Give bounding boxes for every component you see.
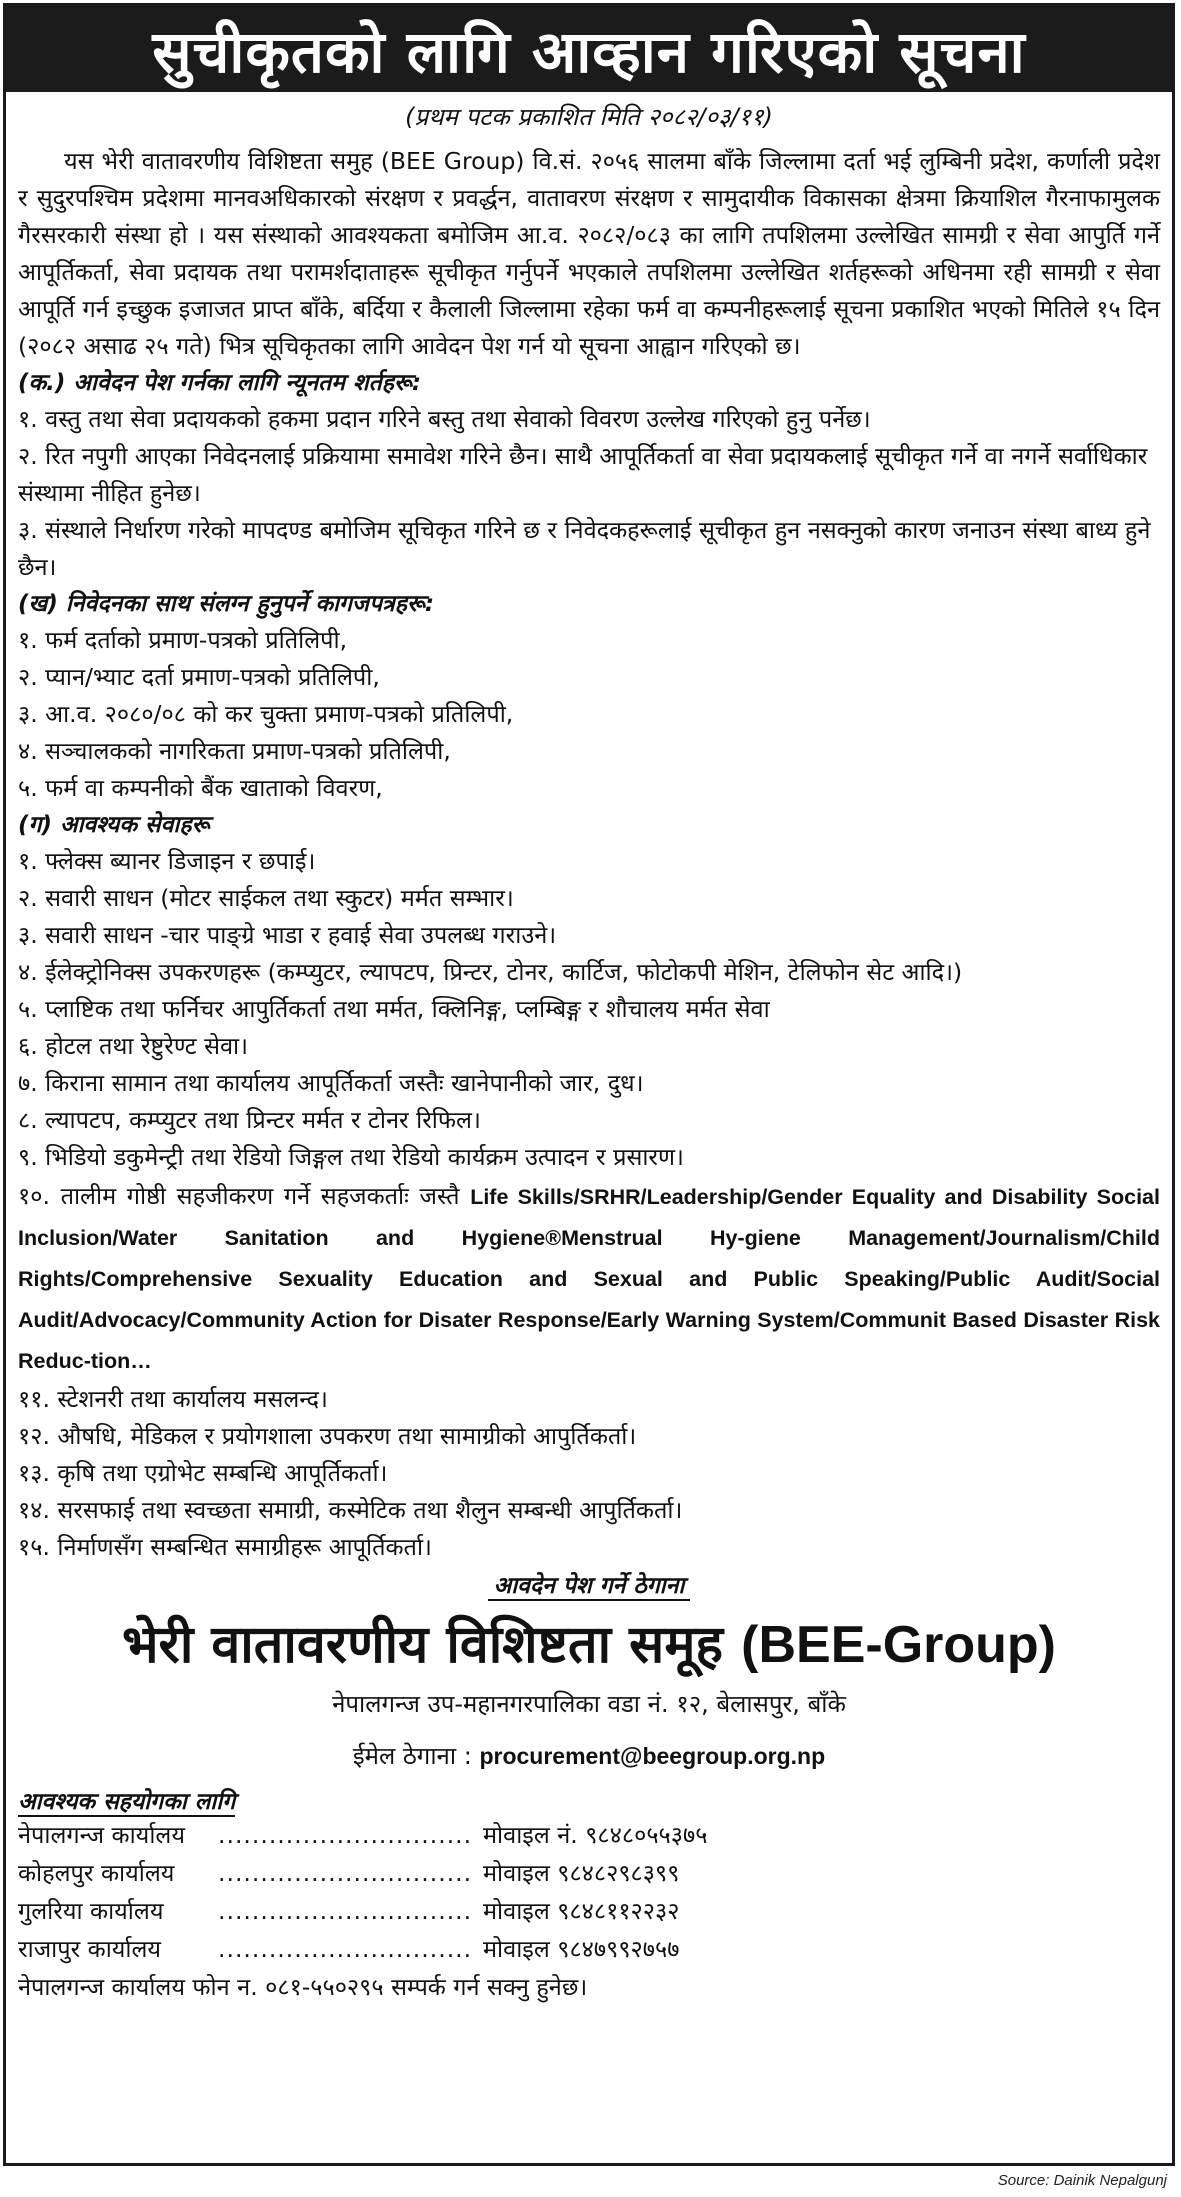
list-item: १. फ्लेक्स ब्यानर डिजाइन र छपाई। xyxy=(18,847,316,875)
training-topics: Life Skills/SRHR/Leadership/Gender Equality and Disability Social Inclusion/Water Sanitation and Hygiene®Menstrual Hy-giene Management/Journalism/Child Rights/Comprehensive Sexuality Education and Sexual and Public Speaking/Public Audit/Social Audit/Advocacy/Community Action for Disater Response/Early Warning System/Communit Based Disaster Risk Reduc-tion… xyxy=(18,1185,1160,1373)
list-item: १५. निर्माणसँग सम्बन्धित समाग्रीहरू आपूर्तिकर्ता। xyxy=(18,1533,432,1561)
address-heading xyxy=(18,1568,1160,1600)
leader-dots: .............................. xyxy=(218,1821,473,1849)
office-name: राजापुर कार्यालय xyxy=(18,1935,162,1963)
notice-frame xyxy=(3,3,1175,2166)
notice-title: सुचीकृतको लागि आव्हान गरिएको सूचना xyxy=(6,6,1172,92)
office-row xyxy=(18,1854,1160,1892)
section-kha-heading: (ख) निवेदनका साथ संलग्न हुनुपर्ने कागजपत्रहरू: xyxy=(18,591,435,617)
list-item: १. फर्म दर्ताको प्रमाण-पत्रको प्रतिलिपी, xyxy=(18,626,348,654)
support-heading-text: आवश्यक सहयोगका लागि xyxy=(18,1789,236,1815)
section-ga-heading: (ग) आवश्यक सेवाहरू xyxy=(18,812,210,838)
closing-line: नेपालगन्ज कार्यालय फोन न. ०८१-५५०२९५ सम्पर्क गर्न सक्नु हुनेछ। xyxy=(18,1973,588,2001)
list-item: १२. औषधि, मेडिकल र प्रयोगशाला उपकरण तथा सामाग्रीको आपुर्तिकर्ता। xyxy=(18,1422,637,1450)
email-link[interactable]: procurement@beegroup.org.np xyxy=(479,1743,826,1769)
section-ka-heading: (क.) आवेदन पेश गर्नका लागि न्यूनतम शर्तहरू: xyxy=(18,370,422,396)
office-row xyxy=(18,1930,1160,1968)
org-name-english: (BEE-Group) xyxy=(741,1616,1056,1674)
office-row xyxy=(18,1892,1160,1930)
office-row xyxy=(18,1816,1160,1854)
support-heading xyxy=(18,1784,1160,1816)
notice-body xyxy=(6,133,1172,2006)
address-heading-text: आवदेन पेश गर्ने ठेगाना xyxy=(488,1573,691,1601)
organization-name xyxy=(18,1612,1160,1678)
list-item-training xyxy=(18,1176,1160,1381)
office-phone: मोवाइल नं. ९८४८०५५३७५ xyxy=(483,1821,708,1849)
list-item: ५. फर्म वा कम्पनीको बैंक खाताको विवरण, xyxy=(18,774,383,802)
leader-dots: .............................. xyxy=(218,1897,473,1925)
list-item: ४. ईलेक्ट्रोनिक्स उपकरणहरू (कम्प्युटर, ल्यापटप, प्रिन्टर, टोनर, कार्टिज, फोटोकपी मेशिन, टेलिफोन सेट आदि।) xyxy=(18,958,963,986)
list-item: ३. सवारी साधन -चार पाङ्ग्रे भाडा र हवाई सेवा उपलब्ध गराउने। xyxy=(18,921,557,949)
list-item: २. सवारी साधन (मोटर साईकल तथा स्कुटर) मर्मत सम्भार। xyxy=(18,884,514,912)
email-line xyxy=(18,1738,1160,1774)
list-item: २. रित नपुगी आएका निवेदनलाई प्रक्रियामा समावेश गरिने छैन। साथै आपूर्तिकर्ता वा सेवा प्रदायकलाई सूचीकृत गर्ने वा नगर्ने सर्वाधिकार संस्थामा नीहित हुनेछ। xyxy=(18,442,1148,507)
leader-dots: .............................. xyxy=(218,1935,473,1963)
list-item: १३. कृषि तथा एग्रोभेट सम्बन्धि आपूर्तिकर्ता। xyxy=(18,1459,388,1487)
organization-address: नेपालगन्ज उप-महानगरपालिका वडा नं. १२, बेलासपुर, बाँके xyxy=(332,1690,846,1718)
list-item: ५. प्लाष्टिक तथा फर्निचर आपुर्तिकर्ता तथा मर्मत, क्लिनिङ्ग, प्लम्बिङ्ग र शौचालय मर्मत सेवा xyxy=(18,995,770,1023)
source-credit: Source: Dainik Nepalgunj xyxy=(997,2172,1167,2189)
list-item: ८. ल्यापटप, कम्प्युटर तथा प्रिन्टर मर्मत र टोनर रिफिल। xyxy=(18,1106,481,1134)
list-item: १. वस्तु तथा सेवा प्रदायकको हकमा प्रदान गरिने बस्तु तथा सेवाको विवरण उल्लेख गरिएको हुनु पर्नेछ। xyxy=(18,405,871,433)
list-item: ३. आ.व. २०८०/०८ को कर चुक्ता प्रमाण-पत्रको प्रतिलिपी, xyxy=(18,700,514,728)
training-prefix: १०. तालीम गोष्ठी सहजीकरण गर्ने सहजकर्ताः जस्तै xyxy=(18,1182,460,1210)
list-item: ३. संस्थाले निर्धारण गरेको मापदण्ड बमोजिम सूचिकृत गरिने छ र निवेदकहरूलाई सूचीकृत हुन नसक्नुको कारण जनाउन संस्था बाध्य हुने छैन। xyxy=(18,516,1151,581)
list-item: ११. स्टेशनरी तथा कार्यालय मसलन्द। xyxy=(18,1385,328,1413)
list-item: ६. होटल तथा रेष्टुरेण्ट सेवा। xyxy=(18,1032,249,1060)
list-item: ४. सञ्चालकको नागरिकता प्रमाण-पत्रको प्रतिलिपी, xyxy=(18,737,451,765)
email-label: ईमेल ठेगाना : xyxy=(352,1742,472,1770)
office-phone: मोवाइल ९८४७९९२७५७ xyxy=(483,1935,680,1963)
office-name: गुलरिया कार्यालय xyxy=(18,1897,164,1925)
office-phone: मोवाइल ९८४८११२२३२ xyxy=(483,1897,680,1925)
office-name: कोहलपुर कार्यालय xyxy=(18,1859,175,1887)
intro-paragraph: यस भेरी वातावरणीय विशिष्टता समुह (BEE Group) वि.सं. २०५६ सालमा बाँके जिल्लामा दर्ता भई लुम्बिनी प्रदेश, कर्णाली प्रदेश र सुदुरपश्चिम प्रदेशमा मानवअधिकारको संरक्षण र प्रवर्द्धन, वातावरण संरक्षण र सामुदायीक विकासका क्षेत्रमा क्रियाशिल गैरनाफामुलक गैरसरकारी संस्था हो । यस संस्थाको आवश्यकता बमोजिम आ.व. २०८२/०८३ का लागि तपशिलमा उल्लेखित सामग्री र सेवा आपुर्ति गर्ने आपूर्तिकर्ता, सेवा प्रदायक तथा परामर्शदाताहरू सूचीकृत गर्नुपर्ने भएकाले तपशिलमा उल्लेखित शर्तहरूको अधिनमा रही सामग्री र सेवा आपूर्ति गर्न इच्छुक इजाजत प्राप्त बाँके, बर्दिया र कैलाली जिल्लामा रहेका फर्म वा कम्पनीहरूलाई सूचना प्रकाशित भएको मितिले १५ दिन (२०८२ असाढ २५ गते) भित्र सूचिकृतका लागि आवेदन पेश गर्न यो सूचना आह्वान गरिएको छ। xyxy=(18,147,1160,360)
office-phone: मोवाइल ९८४८२९८३९९ xyxy=(483,1859,680,1887)
office-name: नेपालगन्ज कार्यालय xyxy=(18,1821,185,1849)
list-item: २. प्यान/भ्याट दर्ता प्रमाण-पत्रको प्रतिलिपी, xyxy=(18,663,380,691)
list-item: १४. सरसफाई तथा स्वच्छता समाग्री, कस्मेटिक तथा शैलुन सम्बन्धी आपुर्तिकर्ता। xyxy=(18,1496,683,1524)
publication-date: (प्रथम पटक प्रकाशित मिति २०८२/०३/११) xyxy=(405,103,773,131)
list-item: ७. किराना सामान तथा कार्यालय आपूर्तिकर्ता जस्तैः खानेपानीको जार, दुध। xyxy=(18,1069,644,1097)
list-item: ९. भिडियो डकुमेन्ट्री तथा रेडियो जिङ्गल तथा रेडियो कार्यक्रम उत्पादन र प्रसारण। xyxy=(18,1143,684,1171)
org-name-nepali: भेरी वातावरणीय विशिष्टता समूह xyxy=(122,1615,724,1675)
leader-dots: .............................. xyxy=(218,1859,473,1887)
